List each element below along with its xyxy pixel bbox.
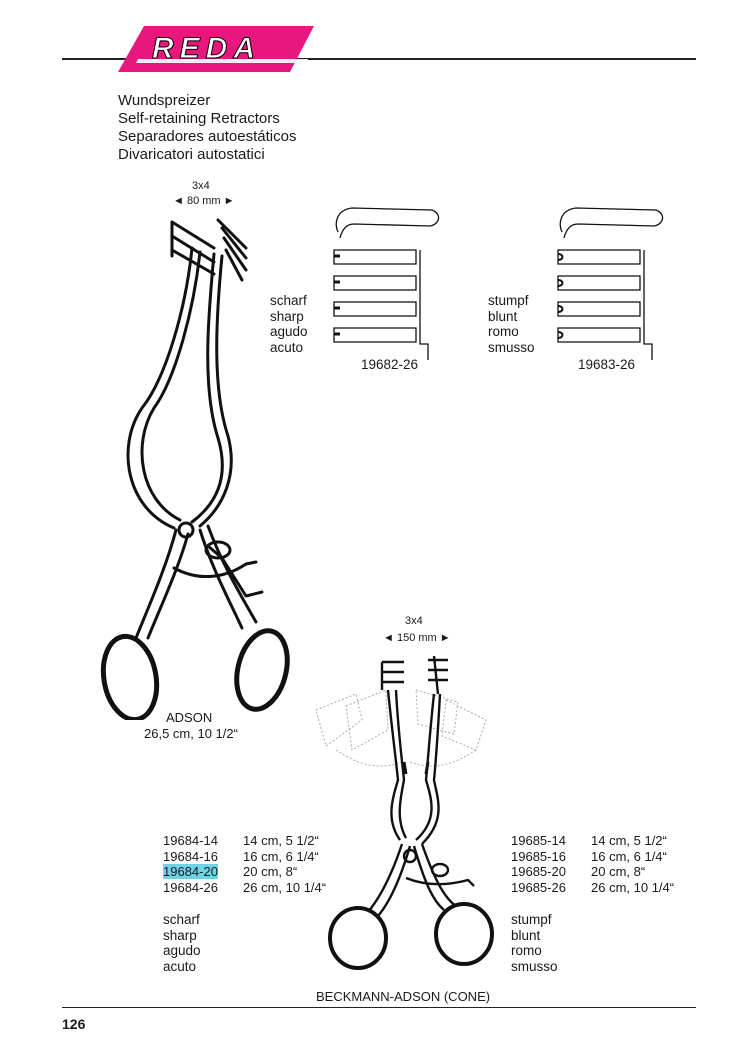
article-size: 14 cm, 5 1/2“: [591, 833, 667, 848]
beckmann-teeth-spec: 3x4: [405, 615, 423, 627]
article-code: 19685-26: [511, 879, 566, 895]
label-stumpf: stumpf: [488, 293, 529, 308]
label-smusso: smusso: [488, 339, 535, 355]
title-en: Self-retaining Retractors: [118, 110, 280, 127]
reda-logo: [118, 26, 314, 72]
label-sharp: sharp: [163, 927, 197, 943]
adson-blunt-code: 19683-26: [578, 357, 636, 372]
article-code: 19685-14: [511, 833, 566, 848]
adson-caption-name: ADSON: [166, 710, 213, 725]
logo-text: REDA: [152, 32, 262, 65]
label-blunt: blunt: [511, 927, 541, 943]
blunt-blade-detail: [554, 204, 664, 364]
article-code: 19684-16: [163, 848, 218, 864]
beckmann-sharp-labels: [163, 912, 201, 974]
article-code-highlighted[interactable]: 19684-20: [163, 864, 218, 879]
article-code: 19684-14: [163, 833, 218, 848]
label-romo: romo: [511, 943, 542, 958]
title-it: Divaricatori autostatici: [118, 146, 265, 163]
label-acuto: acuto: [270, 339, 304, 355]
article-size: 26 cm, 10 1/4“: [243, 879, 327, 895]
order-row-19684-26: [163, 880, 326, 896]
label-stumpf: stumpf: [511, 912, 552, 927]
article-code: 19684-26: [163, 879, 218, 895]
order-row-19685-14: [511, 833, 674, 849]
adson-sharp-labels: [270, 293, 308, 355]
adson-caption-size: 26,5 cm, 10 1/2“: [144, 726, 238, 741]
adson-retractor-illustration: [96, 208, 316, 720]
beckmann-retractor-illustration: [306, 650, 506, 990]
beckmann-width-spec: ◄ 150 mm ►: [383, 632, 451, 644]
label-romo: romo: [488, 324, 519, 339]
adson-blunt-labels: [488, 293, 535, 355]
article-size: 26 cm, 10 1/4“: [591, 879, 675, 895]
sharp-blade-detail: [330, 204, 440, 364]
footer-rule: [62, 1007, 696, 1008]
beckmann-blunt-order-table: [511, 833, 674, 895]
article-size: 14 cm, 5 1/2“: [243, 833, 319, 848]
order-row-19685-26: [511, 880, 674, 896]
order-row-19684-14: [163, 833, 326, 849]
article-code: 19685-20: [511, 864, 566, 879]
label-blunt: blunt: [488, 308, 518, 324]
article-code: 19685-16: [511, 848, 566, 864]
adson-sharp-code: 19682-26: [361, 357, 419, 372]
order-row-19684-16: [163, 849, 326, 865]
label-agudo: agudo: [270, 324, 308, 339]
adson-width-value: 80 mm: [186, 195, 221, 207]
beckmann-width-value: 150 mm: [396, 632, 437, 644]
title-block: [118, 92, 296, 164]
adson-width-spec: ◄ 80 mm ►: [173, 195, 235, 207]
beckmann-blunt-labels: [511, 912, 558, 974]
title-de: Wundspreizer: [118, 92, 211, 109]
article-size: 16 cm, 6 1/4“: [243, 848, 319, 864]
beckmann-caption: BECKMANN-ADSON (CONE): [316, 989, 491, 1004]
label-agudo: agudo: [163, 943, 201, 958]
beckmann-sharp-order-table: [163, 833, 326, 895]
adson-teeth-spec: 3x4: [192, 180, 210, 192]
order-row-19685-20: [511, 864, 674, 880]
label-sharp: sharp: [270, 308, 304, 324]
order-row-19685-16: [511, 849, 674, 865]
label-scharf: scharf: [270, 293, 307, 308]
article-size: 20 cm, 8“: [243, 864, 298, 879]
order-row-19684-20[interactable]: [163, 864, 326, 880]
title-es: Separadores autoestáticos: [118, 128, 297, 145]
label-smusso: smusso: [511, 958, 558, 974]
label-acuto: acuto: [163, 958, 197, 974]
page-number: 126: [62, 1016, 86, 1032]
article-size: 16 cm, 6 1/4“: [591, 848, 667, 864]
label-scharf: scharf: [163, 912, 200, 927]
article-size: 20 cm, 8“: [591, 864, 646, 879]
